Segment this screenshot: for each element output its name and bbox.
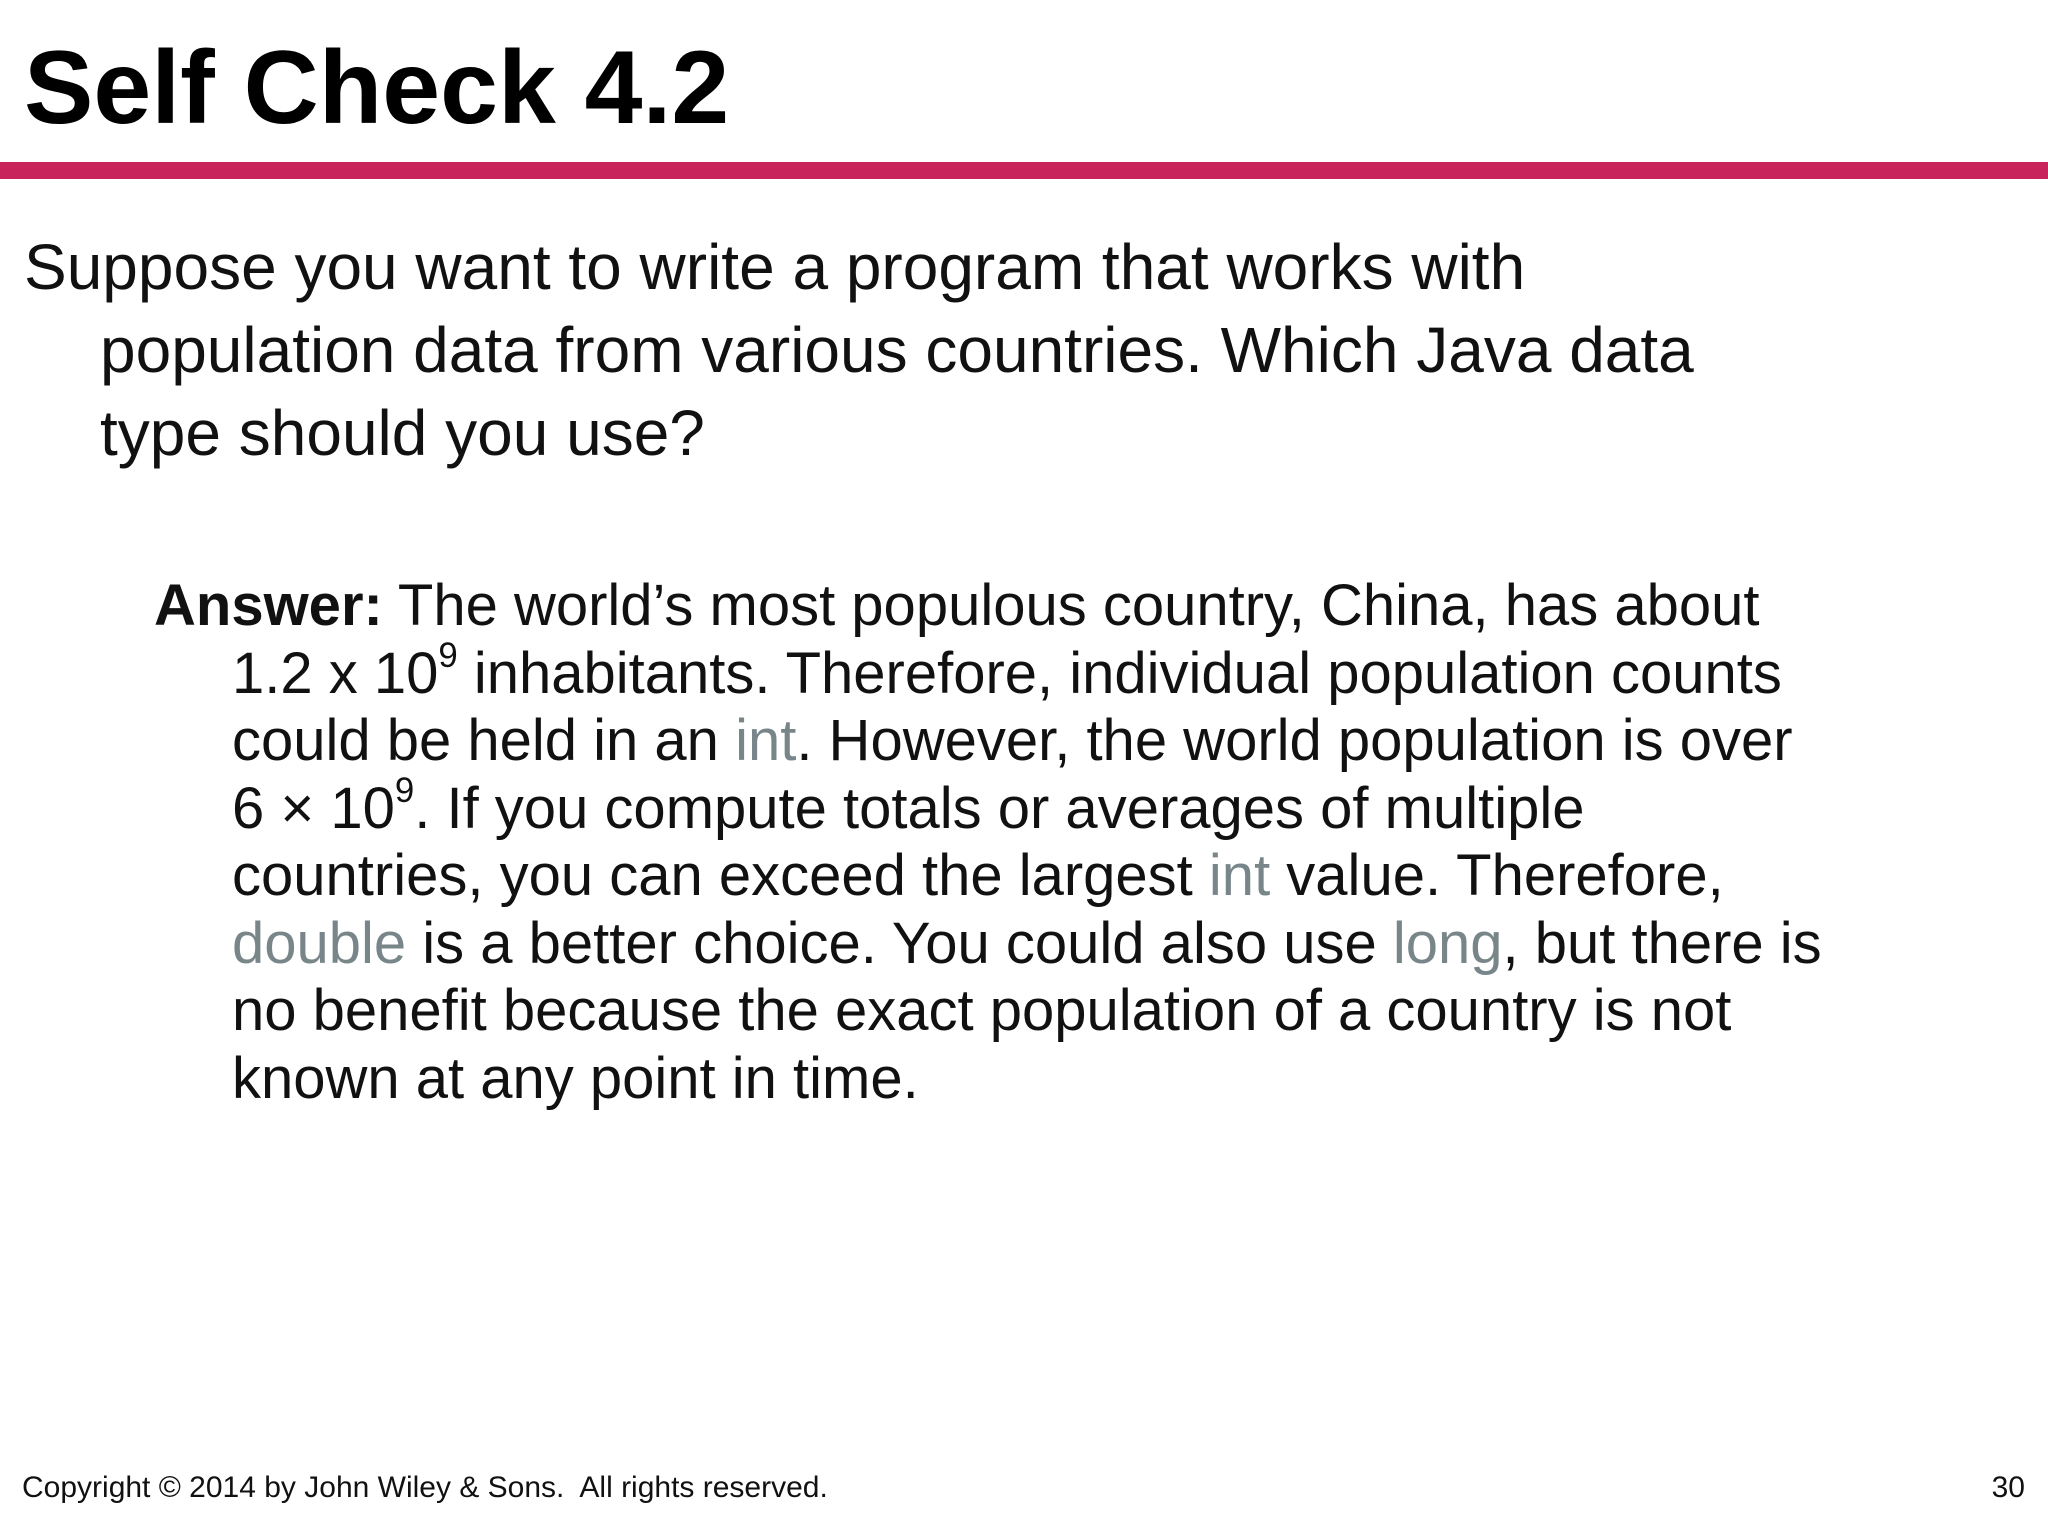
- exponent: 9: [438, 635, 458, 675]
- answer-text-segment: , but there is: [1502, 910, 1822, 976]
- answer-text-segment: countries, you can exceed the largest: [232, 843, 1209, 908]
- question-line: type should you use?: [100, 397, 705, 469]
- answer-text-segment: 6 × 10: [232, 775, 395, 841]
- code-keyword-double: double: [232, 910, 407, 976]
- title-divider-bar: [0, 162, 2048, 179]
- slide-title: Self Check 4.2: [24, 30, 730, 146]
- answer-line: [154, 770, 2014, 843]
- exponent: 9: [394, 770, 415, 810]
- answer-line: known at any point in time.: [232, 1045, 919, 1111]
- answer-text: [154, 572, 2014, 1112]
- answer-line: [154, 635, 2014, 708]
- page-number: 30: [1991, 1471, 2025, 1504]
- question-line: population data from various countries. Which Java data: [100, 314, 1694, 386]
- code-keyword-int: int: [1208, 843, 1271, 908]
- code-keyword-int: int: [735, 708, 797, 773]
- answer-text-segment: is a better choice. You could also use: [406, 910, 1393, 976]
- answer-label: Answer:: [154, 573, 383, 638]
- answer-line: no benefit because the exact population of a country is not: [232, 978, 1732, 1043]
- answer-line: [154, 842, 2014, 910]
- answer-line: [154, 572, 2014, 640]
- question-line: Suppose you want to write a program that works with: [24, 231, 1526, 303]
- answer-text-segment: value. Therefore,: [1270, 843, 1724, 908]
- answer-text-segment: inhabitants. Therefore, individual population counts: [457, 640, 1782, 706]
- answer-text-segment: could be held in an: [232, 708, 736, 773]
- answer-text-segment: . However, the world population is over: [796, 708, 1793, 773]
- answer-line: [154, 707, 2014, 775]
- answer-text-segment: The world’s most populous country, China, has about: [382, 573, 1760, 638]
- footer-copyright: Copyright © 2014 by John Wiley & Sons. All rights reserved.: [22, 1471, 828, 1504]
- answer-text-segment: . If you compute totals or averages of multiple: [414, 775, 1585, 841]
- question-text: [24, 226, 1984, 475]
- answer-text-segment: 1.2 x 10: [232, 640, 439, 706]
- answer-line: [154, 910, 2014, 978]
- code-keyword-long: long: [1392, 910, 1503, 976]
